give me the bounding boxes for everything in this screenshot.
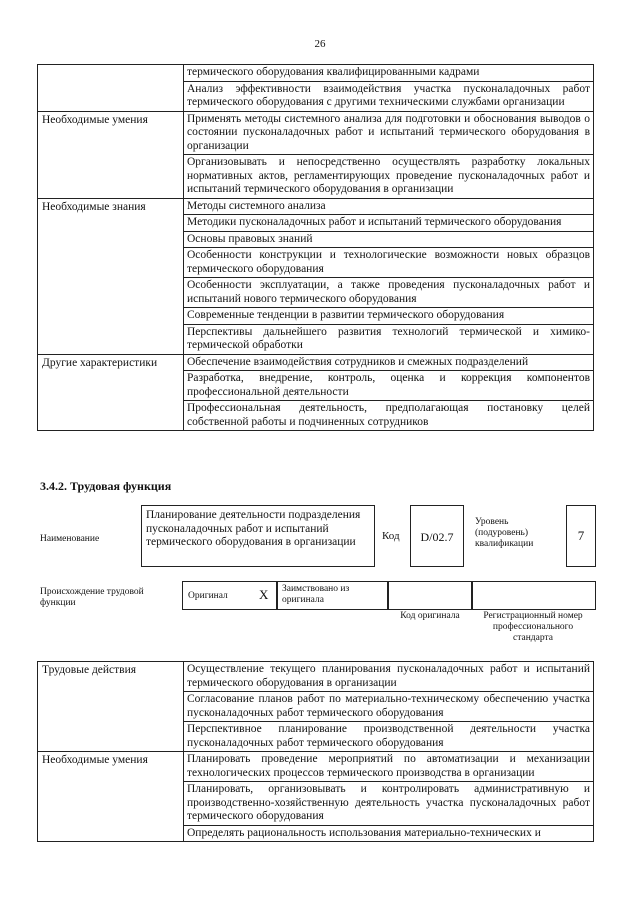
- row-label: Другие характеристики: [38, 354, 184, 431]
- function-name-box: [141, 505, 375, 567]
- table-cell: Осуществление текущего планирования пусконаладочных работ и испытаний термического оборудования в организации: [184, 662, 594, 692]
- row-label: Трудовые действия: [38, 662, 184, 752]
- code-box: [410, 505, 464, 567]
- table-cell: Основы правовых знаний: [184, 231, 594, 248]
- page-number: 26: [314, 38, 326, 50]
- table-cell: Согласование планов работ по материально-техническому обеспечению участка пусконаладочных работ термического оборудования: [184, 692, 594, 722]
- name-label: Наименование: [40, 534, 100, 544]
- table-cell: Применять методы системного анализа для подготовки и обоснования выводов о состоянии пусконаладочных работ и испытаний термического оборудования в организации: [184, 111, 594, 155]
- table-cell: Профессиональная деятельность, предполагающая постановку целей собственной работы и подчиненных сотрудников: [184, 401, 594, 431]
- row-label: Необходимые умения: [38, 752, 184, 842]
- table-cell: Организовывать и непосредственно осуществлять разработку локальных нормативных актов, регламентирующих проведение пусконаладочных работ и испытаний термического оборудования в организации: [184, 155, 594, 199]
- reg-number-box: [471, 581, 596, 610]
- table-cell: Перспективы дальнейшего развития технологий термической и химико-термической обработки: [184, 324, 594, 354]
- row-label: Необходимые знания: [38, 198, 184, 354]
- table-cell: термического оборудования квалифицированными кадрами: [184, 65, 594, 82]
- origin-label: Происхождение трудовой функции: [40, 587, 144, 608]
- original-box: [182, 581, 278, 610]
- table-cell: Планировать, организовывать и контролировать административную и производственно-хозяйственную деятельность участка пусконаладочных работ термического оборудования: [184, 782, 594, 826]
- reg-number-caption: Регистрационный номер профессионального стандарта: [483, 611, 583, 643]
- borrowed-box: [276, 581, 389, 610]
- table-cell: Перспективное планирование производственной деятельности участка пусконаладочных работ термического оборудования: [184, 722, 594, 752]
- function-name-value: Планирование деятельности подразделения пусконаладочных работ и испытаний термического оборудования в организации: [146, 509, 361, 548]
- table-cell: Определять рациональность использования материально-технических и: [184, 825, 594, 842]
- table-cell: Методики пусконаладочных работ и испытаний термического оборудования: [184, 215, 594, 232]
- code-value: D/02.7: [420, 530, 454, 544]
- table-cell: Особенности конструкции и технологические возможности новых образцов термического оборудования: [184, 248, 594, 278]
- requirements-table: [37, 64, 594, 431]
- borrowed-label: Заимствовано из оригинала: [282, 584, 350, 605]
- level-value: 7: [577, 528, 585, 543]
- code-label: Код: [382, 530, 400, 542]
- code-original-box: [387, 581, 473, 610]
- function-table: [37, 661, 594, 842]
- table-cell: Планировать проведение мероприятий по автоматизации и механизации технологических процессов термического производства в организации: [184, 752, 594, 782]
- level-label: Уровень (подуровень) квалификации: [475, 517, 534, 549]
- table-cell: Методы системного анализа: [184, 198, 594, 215]
- row-label: Необходимые умения: [38, 111, 184, 198]
- table-cell: Обеспечение взаимодействия сотрудников и смежных подразделений: [184, 354, 594, 371]
- original-mark: X: [259, 587, 269, 602]
- table-cell: Разработка, внедрение, контроль, оценка и коррекция компонентов профессиональной деятельности: [184, 371, 594, 401]
- code-original-caption: Код оригинала: [400, 611, 460, 621]
- row-label: [38, 65, 184, 112]
- section-heading: 3.4.2. Трудовая функция: [40, 479, 172, 493]
- table-cell: Особенности эксплуатации, а также проведения пусконаладочных работ и испытаний нового термического оборудования: [184, 278, 594, 308]
- original-label: Оригинал: [188, 591, 228, 601]
- level-box: [566, 505, 596, 567]
- table-cell: Анализ эффективности взаимодействия участка пусконаладочных работ термического оборудования с другими техническими службами организации: [184, 81, 594, 111]
- table-cell: Современные тенденции в развитии термического оборудования: [184, 308, 594, 325]
